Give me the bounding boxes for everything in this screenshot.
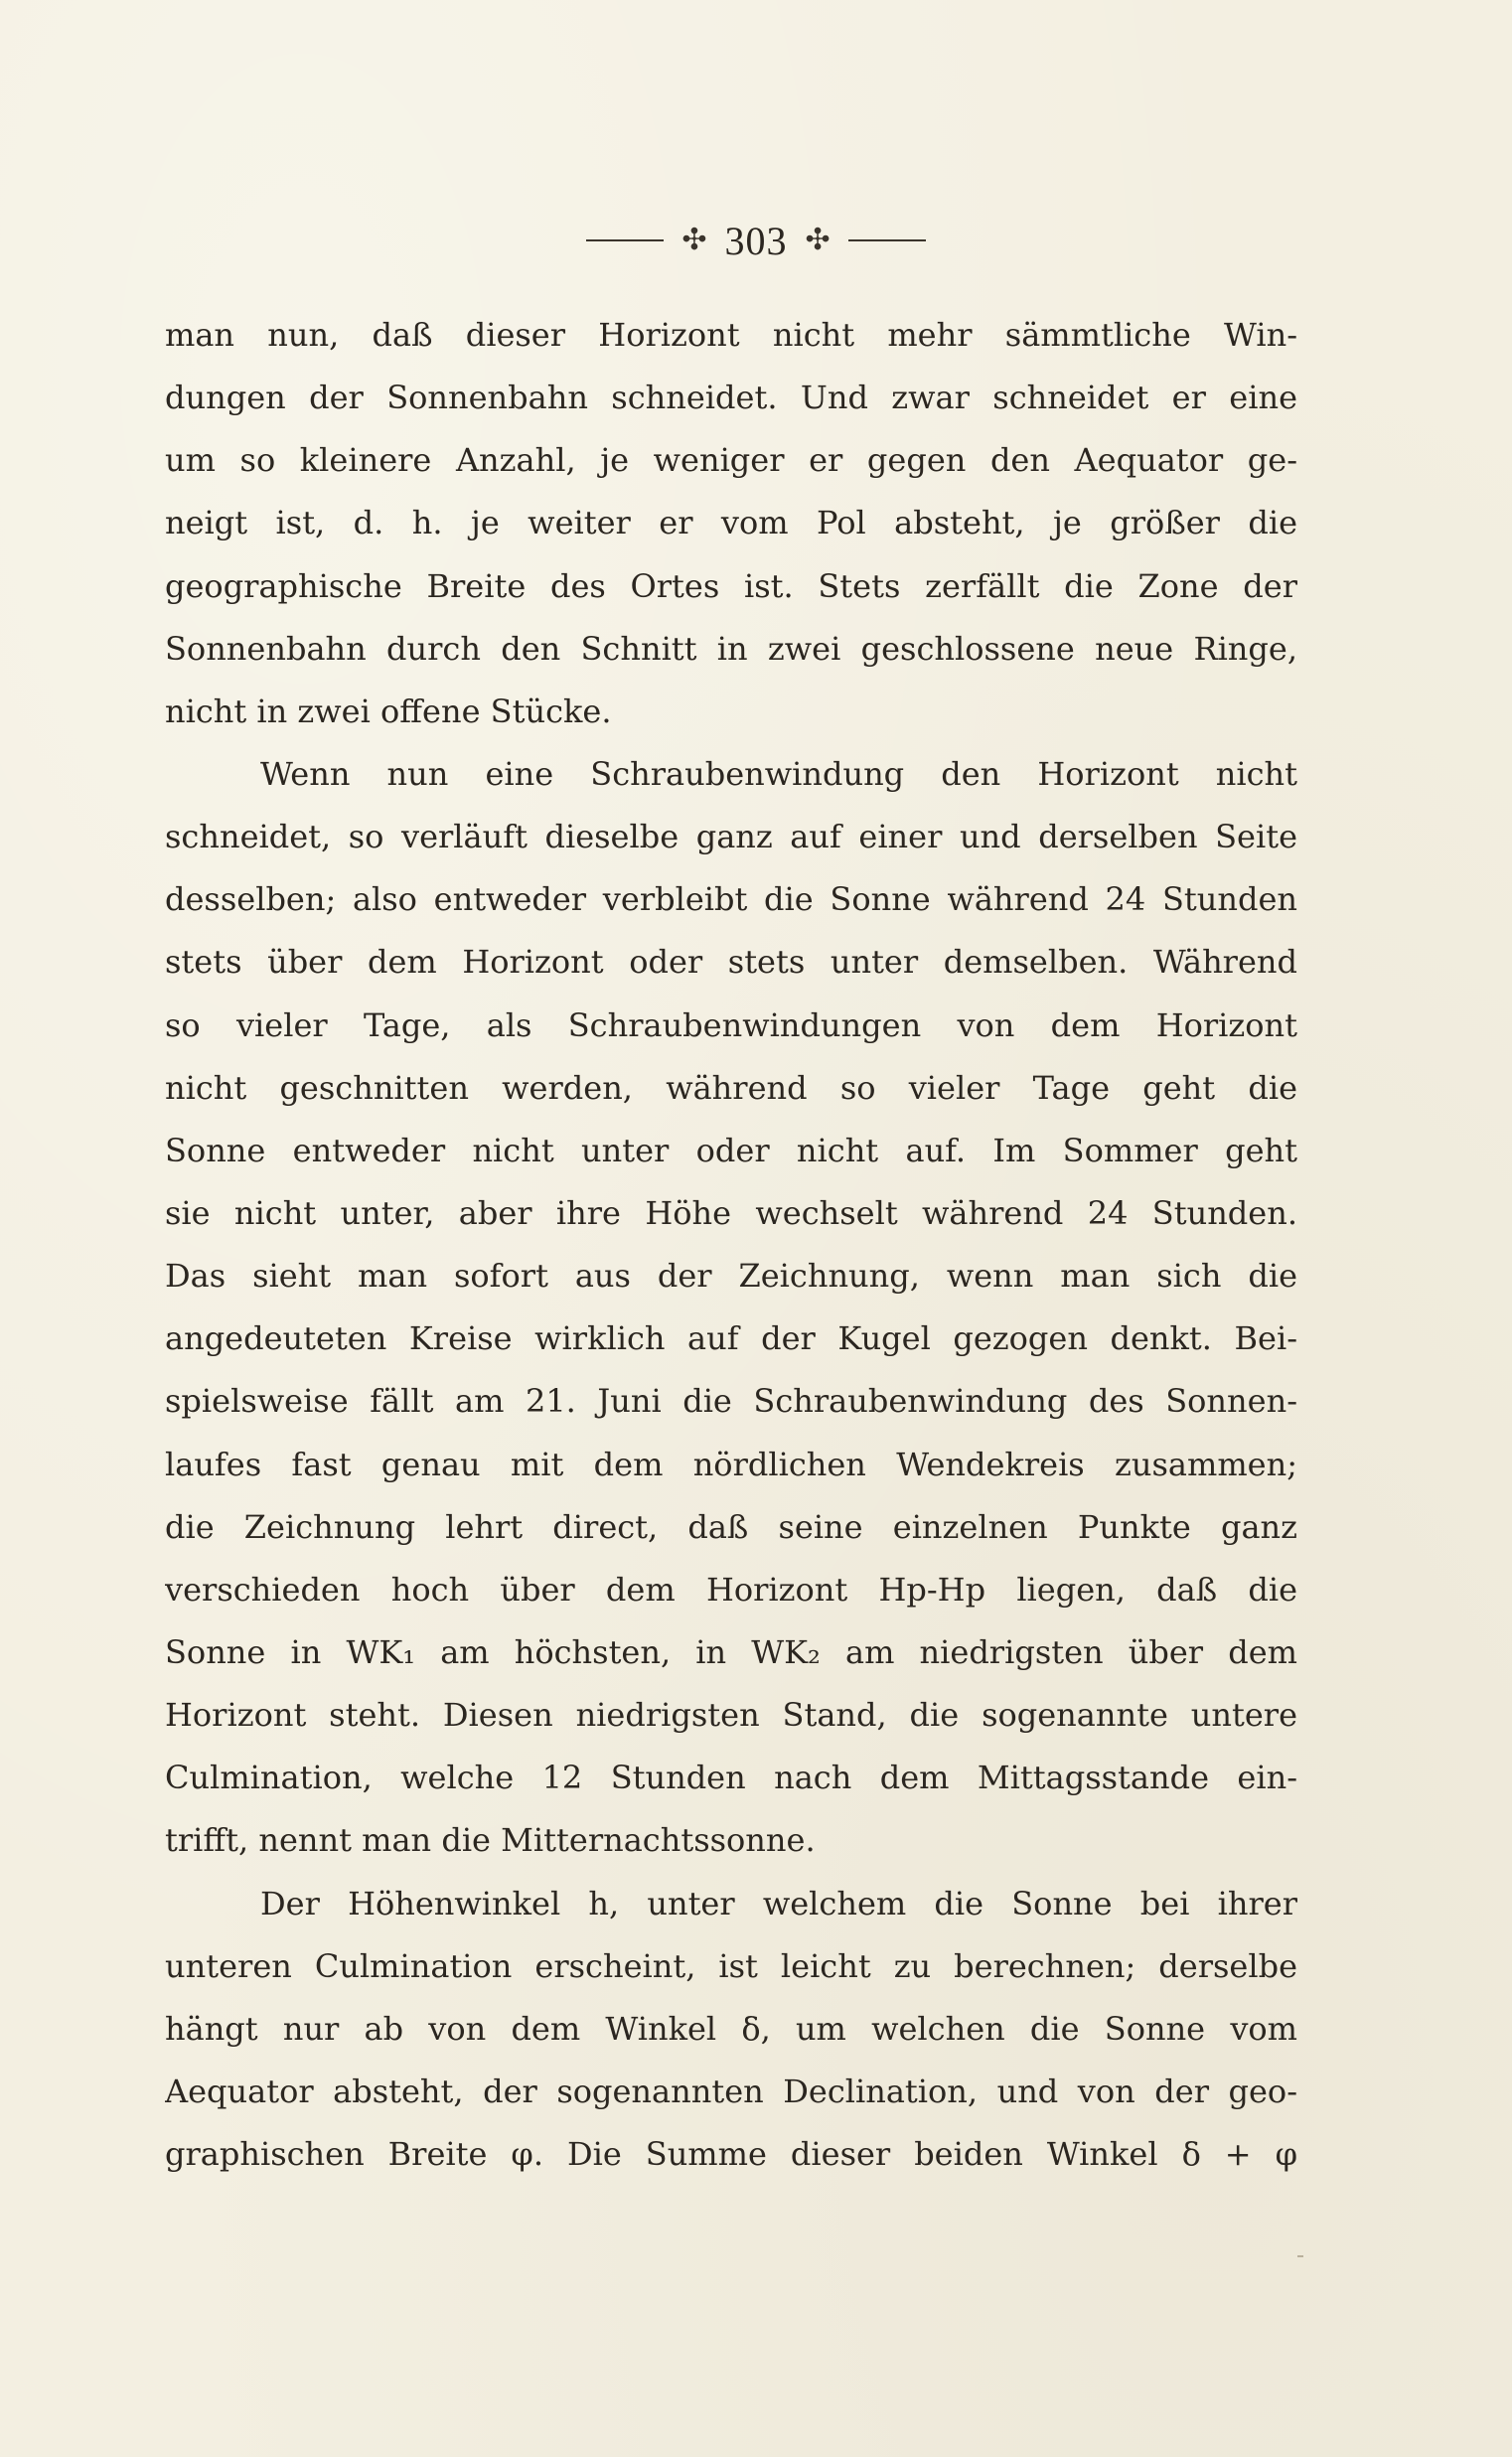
text-line: desselben; also entweder verbleibt die Sonne während 24 Stunden xyxy=(165,880,1297,919)
text-line: so vieler Tage, als Schraubenwindungen von dem Horizont xyxy=(165,1005,1297,1044)
text-line: sie nicht unter, aber ihre Höhe wechselt während 24 Stunden. xyxy=(165,1193,1297,1232)
text-line: angedeuteten Kreise wirklich auf der Kugel gezogen denkt. Bei- xyxy=(165,1319,1297,1358)
text-line: Sonne entweder nicht unter oder nicht auf. Im Sommer geht xyxy=(165,1131,1297,1169)
text-line: Aequator absteht, der sogenannten Declination, und von der geo- xyxy=(165,2072,1297,2110)
text-line: nicht in zwei offene Stücke. xyxy=(165,691,612,730)
body-text xyxy=(165,304,1297,2186)
text-line: nicht geschnitten werden, während so vieler Tage geht die xyxy=(165,1068,1297,1107)
header-rule-left xyxy=(586,239,664,241)
text-line: verschieden hoch über dem Horizont Hp-Hp liegen, daß die xyxy=(165,1570,1297,1609)
header-ornament-right-icon: ✣ xyxy=(805,223,831,257)
text-line: Der Höhenwinkel h, unter welchem die Sonne bei ihrer xyxy=(260,1884,1297,1922)
text-line: trifft, nennt man die Mitternachtssonne. xyxy=(165,1821,816,1860)
header-ornament-left-icon: ✣ xyxy=(681,223,707,257)
text-line: man nun, daß dieser Horizont nicht mehr sämmtliche Win- xyxy=(165,316,1297,354)
text-line: laufes fast genau mit dem nördlichen Wendekreis zusammen; xyxy=(165,1445,1297,1483)
text-line: schneidet, so verläuft dieselbe ganz auf einer und derselben Seite xyxy=(165,818,1297,856)
header-rule-right xyxy=(848,239,926,241)
text-line: stets über dem Horizont oder stets unter demselben. Während xyxy=(165,943,1297,982)
text-line: Sonne in WK₁ am höchsten, in WK₂ am niedrigsten über dem xyxy=(165,1632,1297,1671)
text-line: Sonnenbahn durch den Schnitt in zwei geschlossene neue Ringe, xyxy=(165,629,1297,668)
text-line: Wenn nun eine Schraubenwindung den Horizont nicht xyxy=(260,754,1297,793)
text-line: hängt nur ab von dem Winkel δ, um welchen die Sonne vom xyxy=(165,2009,1297,2048)
text-line: Culmination, welche 12 Stunden nach dem Mittagsstande ein- xyxy=(165,1759,1297,1797)
text-line: die Zeichnung lehrt direct, daß seine einzelnen Punkte ganz xyxy=(165,1507,1297,1546)
text-line: um so kleinere Anzahl, je weniger er gegen den Aequator ge- xyxy=(165,441,1297,480)
page-header xyxy=(0,213,1512,268)
page-number: 303 xyxy=(724,218,788,263)
text-line: graphischen Breite φ. Die Summe dieser beiden Winkel δ + φ xyxy=(165,2135,1297,2174)
text-line: Horizont steht. Diesen niedrigsten Stand, die sogenannte untere xyxy=(165,1696,1297,1735)
text-line: unteren Culmination erscheint, ist leicht zu berechnen; derselbe xyxy=(165,1946,1297,1985)
margin-mark xyxy=(1297,2255,1303,2257)
text-line: spielsweise fällt am 21. Juni die Schraubenwindung des Sonnen- xyxy=(165,1382,1297,1421)
text-line: Das sieht man sofort aus der Zeichnung, wenn man sich die xyxy=(165,1257,1297,1296)
text-line: dungen der Sonnenbahn schneidet. Und zwar schneidet er eine xyxy=(165,379,1297,417)
text-line: neigt ist, d. h. je weiter er vom Pol absteht, je größer die xyxy=(165,504,1297,542)
text-line: geographische Breite des Ortes ist. Stets zerfällt die Zone der xyxy=(165,566,1297,605)
